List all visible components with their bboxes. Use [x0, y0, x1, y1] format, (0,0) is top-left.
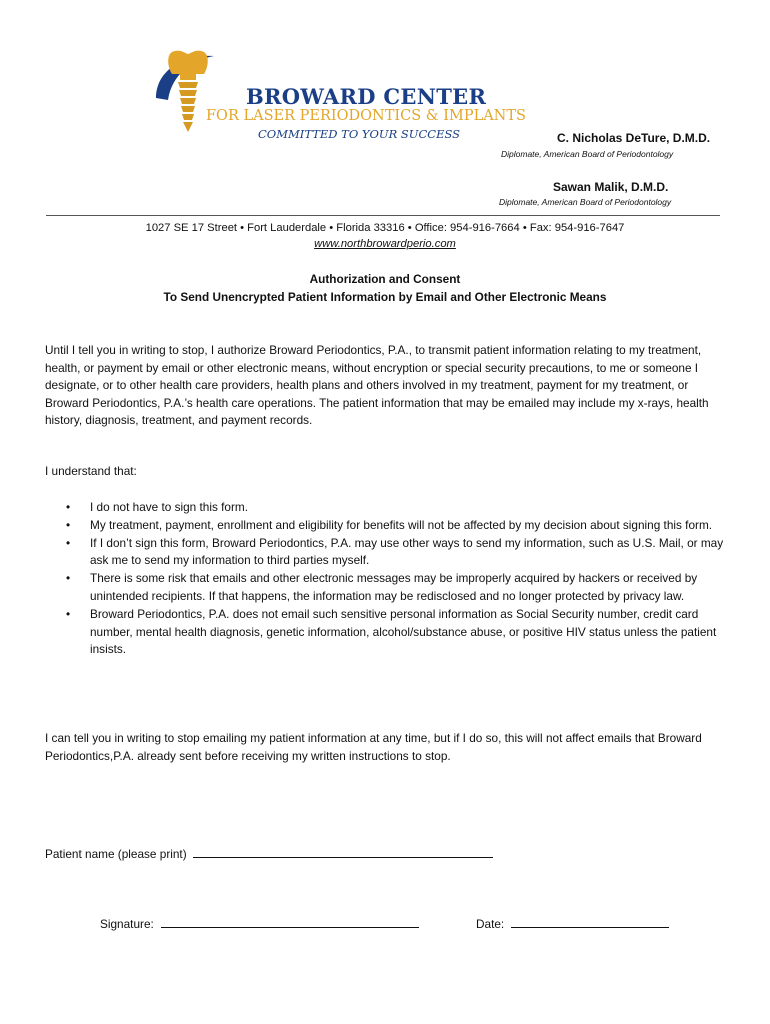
logo-tagline: COMMITTED TO YOUR SUCCESS: [258, 127, 461, 141]
doctor-credential-2: Diplomate, American Board of Periodontology: [499, 197, 672, 207]
website-link[interactable]: www.northbrowardperio.com: [314, 238, 456, 250]
doctor-name-2: Sawan Malik, D.M.D.: [553, 180, 669, 194]
list-item-text: Broward Periodontics, P.A. does not email such sensitive personal information as Social Security number, credit card number, mental health diagnosis, genetic information, alcohol/substance abuse, or positive HIV status unless the patient insists.: [90, 606, 717, 657]
bullet-icon: •: [66, 606, 71, 621]
list-item-text: My treatment, payment, enrollment and eligibility for benefits will not be affected by my decision about signing this form.: [90, 517, 713, 532]
date-row: [476, 915, 669, 931]
bullet-icon: •: [66, 517, 71, 532]
list-item: [66, 499, 726, 517]
bullet-icon: •: [66, 535, 71, 550]
logo-subtitle: FOR LASER PERIODONTICS & IMPLANTS: [206, 108, 526, 124]
authorization-paragraph: Until I tell you in writing to stop, I authorize Broward Periodontics, P.A., to transmit patient information relating to my treatment, health, or payment by email or other electronic means, without encryption or special security precautions, to me or someone I designate, or to other health care providers, health plans and others involved in my treatment, payment for my treatment, or Broward Periodontics, P.A.’s health care operations. The patient information that may be emailed may include my x-rays, health history, diagnosis, treatment, and payment records.: [45, 343, 709, 428]
document-title: Authorization and Consent: [309, 272, 461, 286]
list-item: [66, 517, 726, 535]
signature-row: [100, 915, 419, 931]
signature-label: Signature:: [100, 917, 154, 931]
list-item: [66, 606, 726, 659]
document-subtitle: To Send Unencrypted Patient Information by Email and Other Electronic Means: [163, 290, 607, 304]
list-item: [66, 535, 726, 571]
bullet-icon: •: [66, 571, 71, 586]
patient-name-field[interactable]: [193, 845, 493, 858]
signature-field[interactable]: [161, 915, 419, 928]
understand-list: [66, 499, 726, 659]
list-item-text: I do not have to sign this form.: [90, 500, 249, 514]
patient-name-row: [45, 845, 493, 861]
doctor-name-1: C. Nicholas DeTure, D.M.D.: [557, 131, 711, 145]
practice-address: 1027 SE 17 Street • Fort Lauderdale • Florida 33316 • Office: 954-916-7664 • Fax: 954-916-7647: [145, 222, 625, 234]
list-item: [66, 570, 726, 606]
patient-name-label: Patient name (please print): [45, 847, 187, 861]
date-field[interactable]: [511, 915, 669, 928]
list-item-text: There is some risk that emails and other electronic messages may be improperly acquired by hackers or received by unintended recipients. If that happens, the information may be redisclosed and no longer protected by privacy law.: [90, 571, 698, 603]
doctor-credential-1: Diplomate, American Board of Periodontology: [501, 149, 674, 159]
revocation-paragraph: I can tell you in writing to stop emailing my patient information at any time, but if I do so, this will not affect emails that Broward Periodontics,P.A. already sent before receiving my written instructions to stop.: [45, 731, 702, 763]
date-label: Date:: [476, 917, 505, 931]
logo-name: BROWARD CENTER: [246, 84, 487, 109]
bullet-icon: •: [66, 500, 71, 514]
understand-heading: I understand that:: [45, 464, 137, 478]
list-item-text: If I don’t sign this form, Broward Periodontics, P.A. may use other ways to send my information, such as U.S. Mail, or may ask me to send my information to third parties myself.: [90, 535, 724, 568]
header-divider: [46, 215, 720, 216]
